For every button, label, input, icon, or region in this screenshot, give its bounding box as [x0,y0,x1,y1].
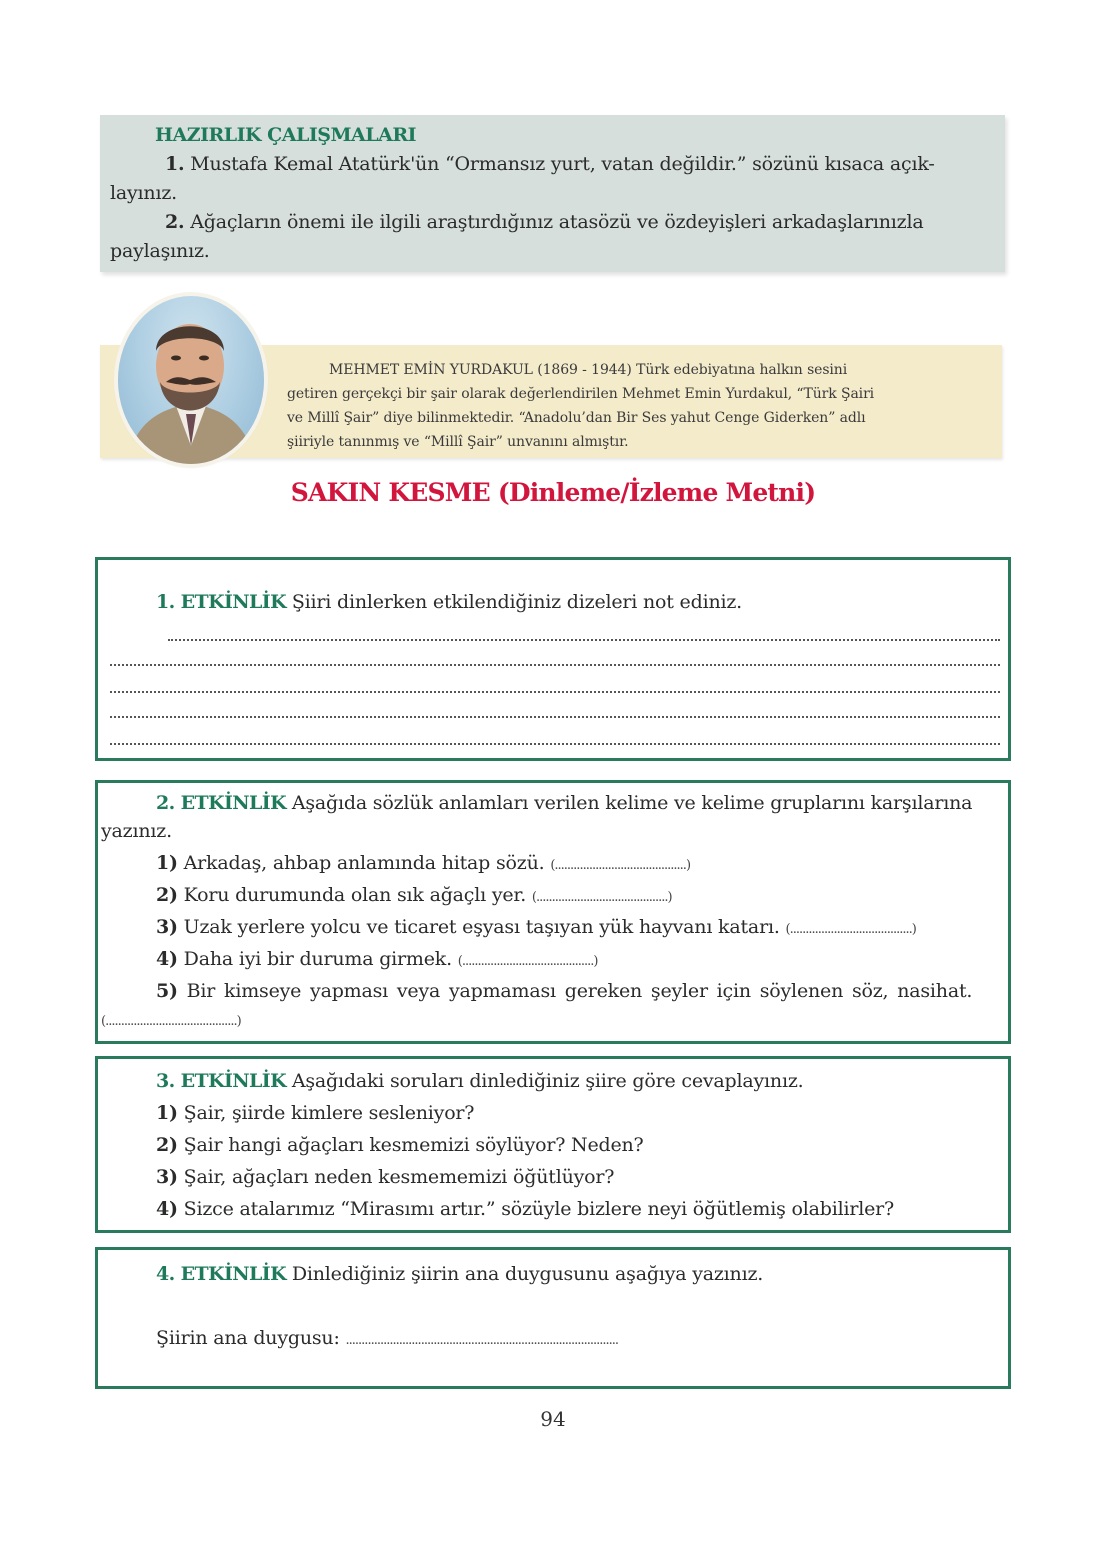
preparation-item-1: 1. Mustafa Kemal Atatürk'ün “Ormansız yurt, vatan değildir.” sözünü kısaca açık- [165,153,935,175]
answer-blank-3[interactable]: (.......................................) [785,922,916,937]
preparation-item-2: 2. Ağaçların önemi ile ilgili araştırdığınız atasözü ve özdeyişleri arkadaşlarınızla [165,211,924,233]
activity-2-item-2: 2) Koru durumunda olan sık ağaçlı yer. (..........................................) [156,884,672,906]
activity-2-heading: 2. ETKİNLİK Aşağıda sözlük anlamları verilen kelime ve kelime gruplarını karşılarına [156,792,973,814]
answer-blank-2[interactable]: (..........................................) [531,890,672,905]
activity-4-heading: 4. ETKİNLİK Dinlediğiniz şiirin ana duygusunu aşağıya yazınız. [156,1263,764,1285]
activity-4-answer-blank[interactable]: ....................................................................................... [345,1333,619,1348]
activity-2-item-3: 3) Uzak yerlere yolcu ve ticaret eşyası taşıyan yük hayvanı katarı. (.......................................) [156,916,916,938]
author-bio-text: MEHMET EMİN YURDAKUL (1869 - 1944) Türk edebiyatına halkın sesini getiren gerçekçi bir şair olarak değerlendirilen Mehmet Emin Yurdakul, “Türk Şairi ve Millî Şair” diye bilinmektedir. “Anadolu’dan Bir Ses yahut Cenge Giderken” adlı şiiriyle tanınmış ve “Millî Şair” unvanını almıştır. [287,362,875,450]
activity-4-field [156,1322,618,1357]
author-portrait [118,296,264,464]
answer-line-1[interactable] [168,639,1000,641]
activity-3-question-4: 4) Sizce atalarımız “Mirasımı artır.” sözüyle bizlere neyi öğütlemiş olabilirler? [156,1198,894,1220]
activity-3-question-1: 1) Şair, şiirde kimlere sesleniyor? [156,1102,475,1124]
activity-4-box [95,1247,1011,1389]
answer-blank-5[interactable]: (..........................................) [101,1014,241,1029]
activity-4-field-label: Şiirin ana duygusu: [156,1327,340,1349]
answer-blank-1[interactable]: (..........................................) [550,858,691,873]
answer-line-4[interactable] [110,716,1000,718]
answer-blank-4[interactable]: (..........................................) [457,954,598,969]
answer-line-3[interactable] [110,691,1000,693]
activity-2-item-4: 4) Daha iyi bir duruma girmek. (..........................................) [156,948,598,970]
portrait-illustration-icon [118,296,264,464]
activity-2-box [95,780,1011,1044]
activity-3-heading: 3. ETKİNLİK Aşağıdaki soruları dinlediğiniz şiire göre cevaplayınız. [156,1070,804,1092]
activity-2-item-5: 5) Bir kimseye yapması veya yapmaması gereken şeyler için söylenen söz, nasihat. [156,980,973,1002]
preparation-item-2-cont: paylaşınız. [110,240,210,262]
answer-line-5[interactable] [110,743,1000,745]
section-title: SAKIN KESME (Dinleme/İzleme Metni) [290,478,816,507]
activity-2-item-5-blank-row [101,1003,241,1038]
activity-3-question-3: 3) Şair, ağaçları neden kesmememizi öğütlüyor? [156,1166,615,1188]
activity-1-heading: 1. ETKİNLİK Şiiri dinlerken etkilendiğiniz dizeleri not ediniz. [156,591,743,613]
activity-1-box [95,557,1011,761]
preparation-item-1-cont: layınız. [110,182,177,204]
answer-line-2[interactable] [110,664,1000,666]
activity-2-item-1: 1) Arkadaş, ahbap anlamında hitap sözü. (..........................................) [156,852,691,874]
activity-2-heading-cont: yazınız. [101,820,172,842]
page-number: 94 [540,1407,566,1431]
preparation-box [100,115,1005,272]
preparation-title: HAZIRLIK ÇALIŞMALARI [155,124,417,146]
activity-3-box [95,1056,1011,1233]
activity-3-question-2: 2) Şair hangi ağaçları kesmemizi söylüyor? Neden? [156,1134,644,1156]
